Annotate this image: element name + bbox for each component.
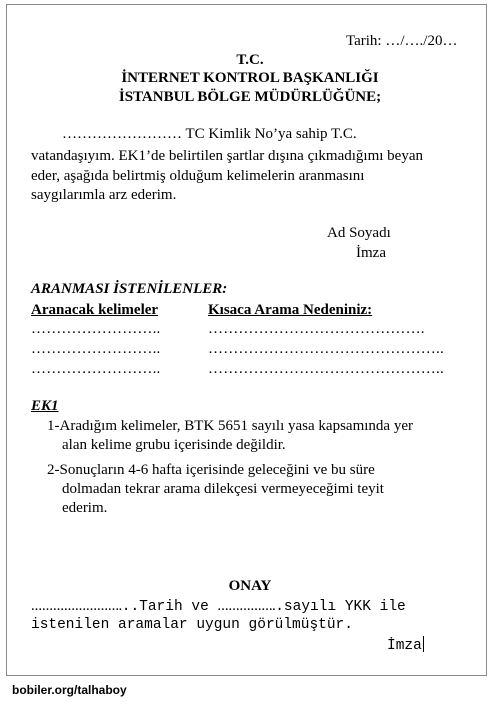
reason-field-3[interactable]: ……………………………………….. xyxy=(208,361,444,377)
search-section-heading: ARANMASI İSTENİLENLER: xyxy=(31,281,228,297)
keywords-column-header: Aranacak kelimeler xyxy=(31,302,159,318)
text-cursor xyxy=(423,636,424,652)
onay-line-1 xyxy=(31,597,406,615)
onay-date-dots: ……………………. xyxy=(31,601,122,613)
ek1-item-1-line-2: alan kelime grubu içerisinde değildir. xyxy=(62,437,286,453)
body-line-1: …………………… TC Kimlik No’ya sahip T.C. xyxy=(62,126,357,142)
title-office: İSTANBUL BÖLGE MÜDÜRLÜĞÜNE; xyxy=(118,89,382,105)
date-line: Tarih: …/…./20… xyxy=(346,33,458,49)
body-line-3: eder, aşağıda belirtmiş olduğum kelimelerin aranmasını xyxy=(31,168,365,184)
onay-number-dots: ……………. xyxy=(217,601,276,613)
body-line-2: vatandaşıyım. EK1’de belirtilen şartlar dışına çıkmadığımı beyan xyxy=(31,148,423,164)
ek1-item-2-line-1: 2-Sonuçların 4-6 hafta içerisinde geleceğini ve bu süre xyxy=(47,462,375,478)
title-organization: İNTERNET KONTROL BAŞKANLIĞI xyxy=(121,70,379,86)
keyword-field-3[interactable]: …………………….. xyxy=(31,361,161,377)
onay-number-label: .sayılı YKK ile xyxy=(275,599,406,615)
onay-date-label: ..Tarih ve xyxy=(121,599,218,615)
reason-column-header: Kısaca Arama Nedeniniz: xyxy=(208,302,373,318)
ek1-item-2-line-2: dolmadan tekrar arama dilekçesi vermeyeceğimi teyit xyxy=(62,481,384,497)
onay-signature-label: İmza xyxy=(387,638,422,654)
keyword-field-2[interactable]: …………………….. xyxy=(31,341,161,357)
onay-heading: ONAY xyxy=(228,578,272,594)
body-line-4: saygılarımla arz ederim. xyxy=(31,187,177,203)
signature-label: İmza xyxy=(356,245,386,261)
ek1-item-1-line-1: 1-Aradığım kelimeler, BTK 5651 sayılı yasa kapsamında yer xyxy=(47,418,413,434)
footer-credit: bobiler.org/talhaboy xyxy=(12,683,127,697)
title-tc: T.C. xyxy=(236,52,264,68)
onay-signature[interactable] xyxy=(387,636,424,654)
keyword-field-1[interactable]: …………………….. xyxy=(31,321,161,337)
ek1-item-2-line-3: ederim. xyxy=(62,500,108,516)
ek1-heading: EK1 xyxy=(31,398,59,414)
reason-field-1[interactable]: ……………………………………. xyxy=(208,321,425,337)
onay-line-2: istenilen aramalar uygun görülmüştür. xyxy=(31,617,353,633)
reason-field-2[interactable]: ……………………………………….. xyxy=(208,341,444,357)
name-label: Ad Soyadı xyxy=(327,225,391,241)
